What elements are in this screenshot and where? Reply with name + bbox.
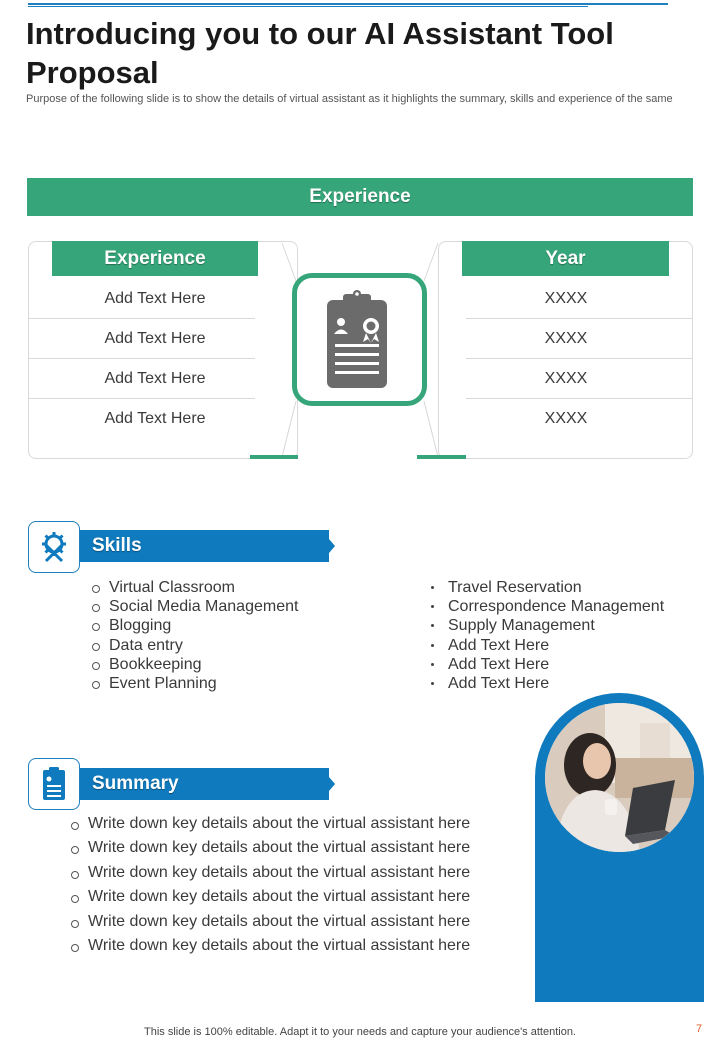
experience-row: Add Text Here bbox=[104, 410, 206, 427]
experience-column-header: Experience bbox=[52, 241, 258, 276]
page-subtitle: Purpose of the following slide is to show the details of virtual assistant as it highlights the summary, skills and experience of the same bbox=[26, 93, 673, 105]
year-row: XXXX bbox=[466, 279, 692, 319]
summary-bar-arrow bbox=[329, 777, 335, 791]
skills-bar-arrow bbox=[329, 539, 335, 553]
list-item: Write down key details about the virtual assistant here bbox=[69, 861, 470, 885]
skills-list-left bbox=[90, 578, 298, 693]
experience-row: Add Text Here bbox=[29, 279, 255, 319]
center-icon-frame bbox=[292, 273, 427, 406]
year-row: XXXX bbox=[466, 359, 692, 399]
top-rule-thin bbox=[28, 6, 588, 7]
list-item: Travel Reservation bbox=[429, 578, 664, 597]
experience-row: Add Text Here bbox=[29, 319, 255, 359]
experience-banner: Experience bbox=[27, 178, 693, 216]
accent-bar-left bbox=[250, 455, 298, 459]
list-item: Virtual Classroom bbox=[90, 578, 298, 597]
top-rule bbox=[28, 3, 668, 5]
summary-heading: Summary bbox=[80, 768, 329, 800]
accent-bar-right bbox=[417, 455, 466, 459]
list-item: Write down key details about the virtual assistant here bbox=[69, 885, 470, 909]
list-item: Bookkeeping bbox=[90, 655, 298, 674]
gear-tools-icon bbox=[37, 530, 71, 564]
list-item: Add Text Here bbox=[429, 655, 664, 674]
list-item: Write down key details about the virtual assistant here bbox=[69, 836, 470, 860]
footer-note: This slide is 100% editable. Adapt it to your needs and capture your audience's attention. bbox=[144, 1026, 576, 1038]
skills-icon-box bbox=[28, 521, 80, 573]
document-list-icon bbox=[39, 766, 69, 802]
summary-list bbox=[69, 812, 470, 958]
list-item: Event Planning bbox=[90, 674, 298, 693]
clipboard-certificate-icon bbox=[297, 278, 422, 401]
list-item: Write down key details about the virtual assistant here bbox=[69, 934, 470, 958]
year-row: XXXX bbox=[544, 410, 588, 427]
list-item: Correspondence Management bbox=[429, 597, 664, 616]
list-item: Supply Management bbox=[429, 616, 664, 635]
assistant-photo bbox=[545, 703, 694, 852]
summary-icon-box bbox=[28, 758, 80, 810]
title-line-1: Introducing you to our AI Assistant Tool bbox=[26, 16, 614, 51]
year-rows bbox=[466, 279, 692, 439]
woman-laptop-image bbox=[545, 703, 694, 852]
skills-list-right bbox=[429, 578, 664, 693]
title-line-2: Proposal bbox=[26, 55, 159, 90]
year-row: XXXX bbox=[466, 319, 692, 359]
page-number: 7 bbox=[696, 1023, 703, 1035]
list-item: Social Media Management bbox=[90, 597, 298, 616]
list-item: Blogging bbox=[90, 616, 298, 635]
list-item: Add Text Here bbox=[429, 674, 664, 693]
year-column-header: Year bbox=[462, 241, 669, 276]
page-title bbox=[26, 14, 706, 92]
list-item: Data entry bbox=[90, 636, 298, 655]
skills-heading: Skills bbox=[80, 530, 329, 562]
experience-rows bbox=[29, 279, 255, 439]
experience-row: Add Text Here bbox=[29, 359, 255, 399]
list-item: Write down key details about the virtual assistant here bbox=[69, 812, 470, 836]
list-item: Add Text Here bbox=[429, 636, 664, 655]
list-item: Write down key details about the virtual assistant here bbox=[69, 910, 470, 934]
